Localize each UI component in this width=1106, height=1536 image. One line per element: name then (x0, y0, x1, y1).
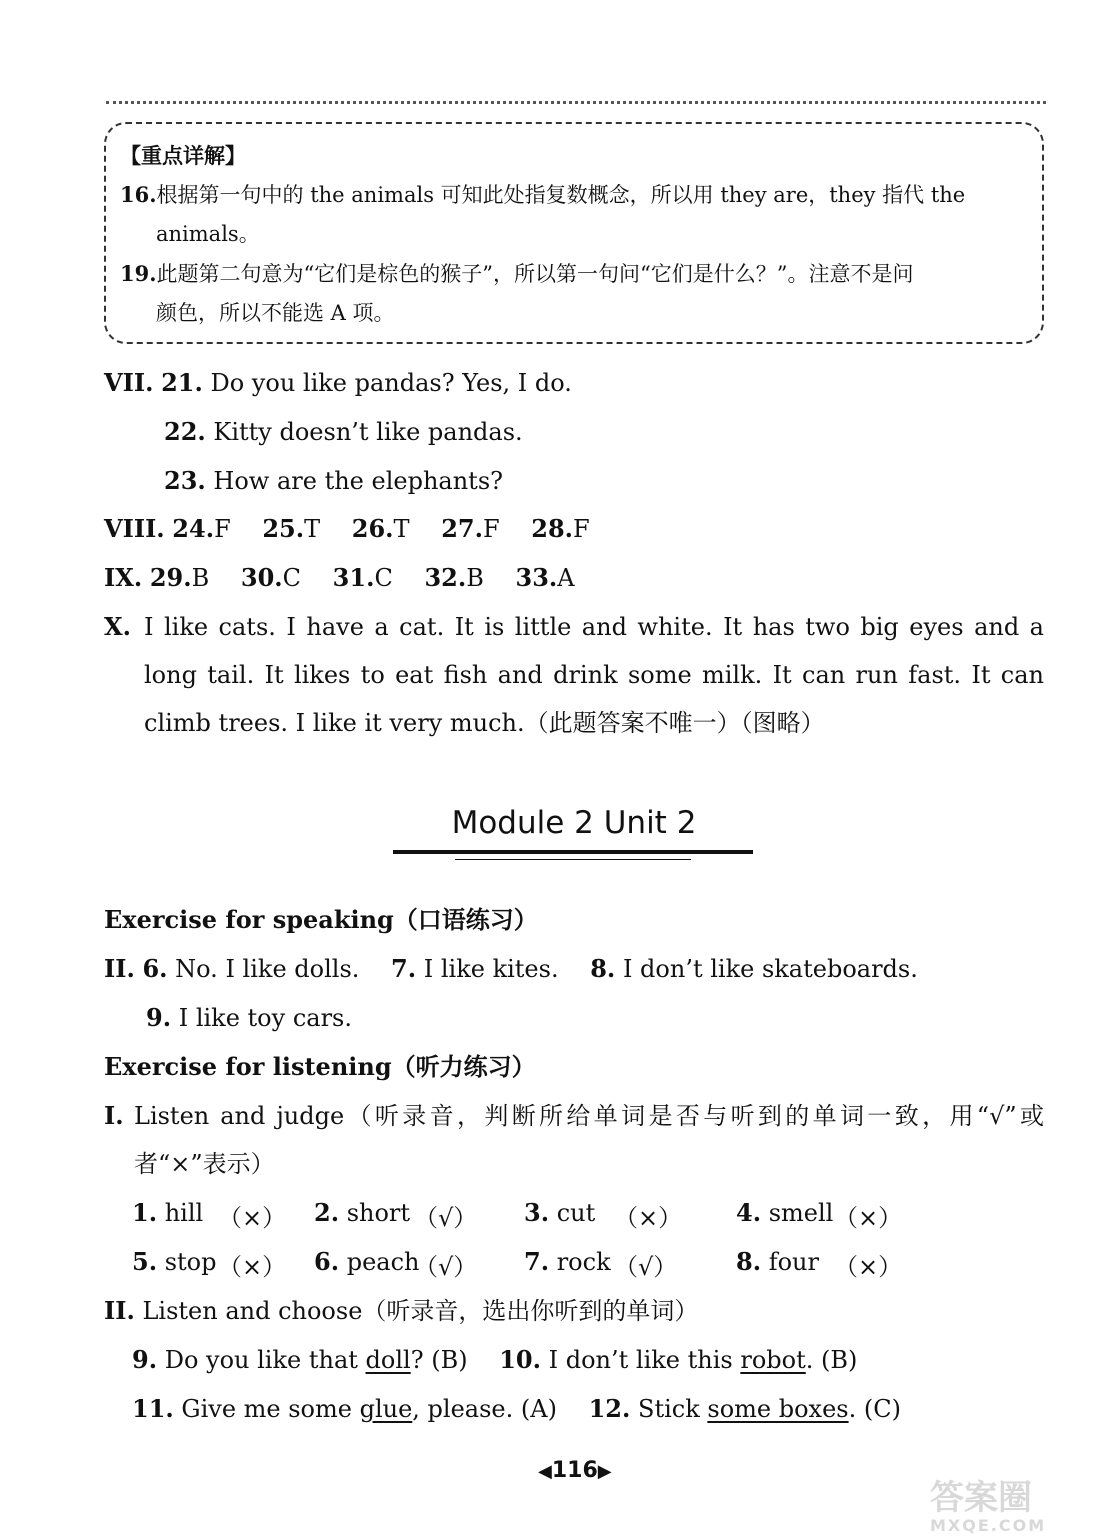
title-underline-thin (455, 859, 691, 860)
triangle-right-icon: ▶ (597, 1461, 612, 1482)
underlined-word: robot (740, 1346, 806, 1374)
judge-item: 8. four (736, 1247, 819, 1276)
key-points-title: 【重点详解】 (120, 143, 246, 168)
judge-item: 1. hill (132, 1198, 204, 1227)
underlined-word: glue (359, 1395, 413, 1423)
listen-choose-row (104, 1296, 698, 1326)
judge-item: 6. peach (314, 1247, 420, 1276)
listen-choose-instruction: Listen and choose（听录音，选出你听到的单词） (142, 1297, 699, 1325)
title-underline (393, 850, 753, 854)
note-item: 19.此题第二句意为“它们是棕色的猴子”，所以第一句问“它们是什么？”。注意不是问 (120, 261, 914, 286)
note-item-continued: animals。 (156, 222, 260, 246)
key-points-box (104, 122, 1044, 344)
section-label: VII. (104, 368, 154, 397)
section-viii-row: VIII. 24.F 25.T 26.T 27.F 28.F (104, 514, 590, 543)
section-vii-row: VII. 21. Do you like pandas? Yes, I do. (104, 368, 572, 397)
page-number: ◀116▶ (538, 1458, 612, 1483)
underlined-word: some boxes (707, 1395, 849, 1423)
answer-text: How are the elephants? (213, 467, 503, 495)
section-label: X. (104, 612, 131, 641)
judge-mark: （√） (614, 1253, 678, 1281)
listen-judge-instruction: Listen and judge（听录音，判断所给单词是否与听到的单词一致，用“√”或者“×”表示） (134, 1102, 1044, 1178)
judge-item: 5. stop (132, 1247, 217, 1276)
judge-mark: （√） (414, 1204, 478, 1232)
judge-mark: （√） (414, 1253, 478, 1281)
section-label: VIII. (104, 514, 165, 543)
module-title: Module 2 Unit 2 (451, 805, 697, 841)
judge-mark: （×） (614, 1204, 683, 1232)
speaking-row: 9. I like toy cars. (146, 1003, 352, 1032)
choose-row: 9. Do you like that doll? (B) 10. I don’t like this robot. (B) (132, 1345, 858, 1374)
note-item: 16.根据第一句中的 the animals 可知此处指复数概念，所以用 they are，they 指代 the (120, 182, 966, 207)
judge-item: 4. smell (736, 1198, 834, 1227)
answer-text: Kitty doesn’t like pandas. (213, 418, 523, 446)
judge-mark: （×） (218, 1204, 287, 1232)
judge-mark: （×） (834, 1253, 903, 1281)
speaking-row: II. 6. No. I like dolls. 7. I like kites. 8. I don’t like skateboards. (104, 954, 918, 983)
section-label: II. (104, 1296, 135, 1325)
choose-row: 11. Give me some glue, please. (A) 12. Stick some boxes. (C) (132, 1394, 901, 1423)
answer-text: Do you like pandas? Yes, I do. (210, 369, 572, 397)
section-label: IX. (104, 563, 143, 592)
section-label: I. (104, 1101, 124, 1130)
judge-item: 7. rock (524, 1247, 611, 1276)
section-vii-row: 23. How are the elephants? (164, 466, 503, 495)
judge-item: 2. short (314, 1198, 411, 1227)
judge-mark: （×） (218, 1253, 287, 1281)
section-ix-row: IX. 29.B 30.C 31.C 32.B 33.A (104, 563, 575, 592)
watermark-logo: 答案圈 MXQE.COM (930, 1478, 1047, 1535)
composition-answer: I like cats. I have a cat. It is little and white. It has two big eyes and a long tail. It likes to eat fish and drink some milk. It can run fast. It can climb trees. I like it very much.（此题答案不唯一）（图略） (144, 613, 1044, 737)
underlined-word: doll (365, 1346, 411, 1374)
section-label: II. (104, 954, 135, 983)
judge-item: 3. cut (524, 1198, 596, 1227)
judge-mark: （×） (834, 1204, 903, 1232)
listening-heading: Exercise for listening（听力练习） (104, 1052, 536, 1081)
note-item-continued: 颜色，所以不能选 A 项。 (156, 301, 395, 325)
dotted-divider (106, 101, 1046, 104)
speaking-heading: Exercise for speaking（口语练习） (104, 905, 538, 934)
section-vii-row: 22. Kitty doesn’t like pandas. (164, 417, 523, 446)
triangle-left-icon: ◀ (538, 1461, 552, 1482)
